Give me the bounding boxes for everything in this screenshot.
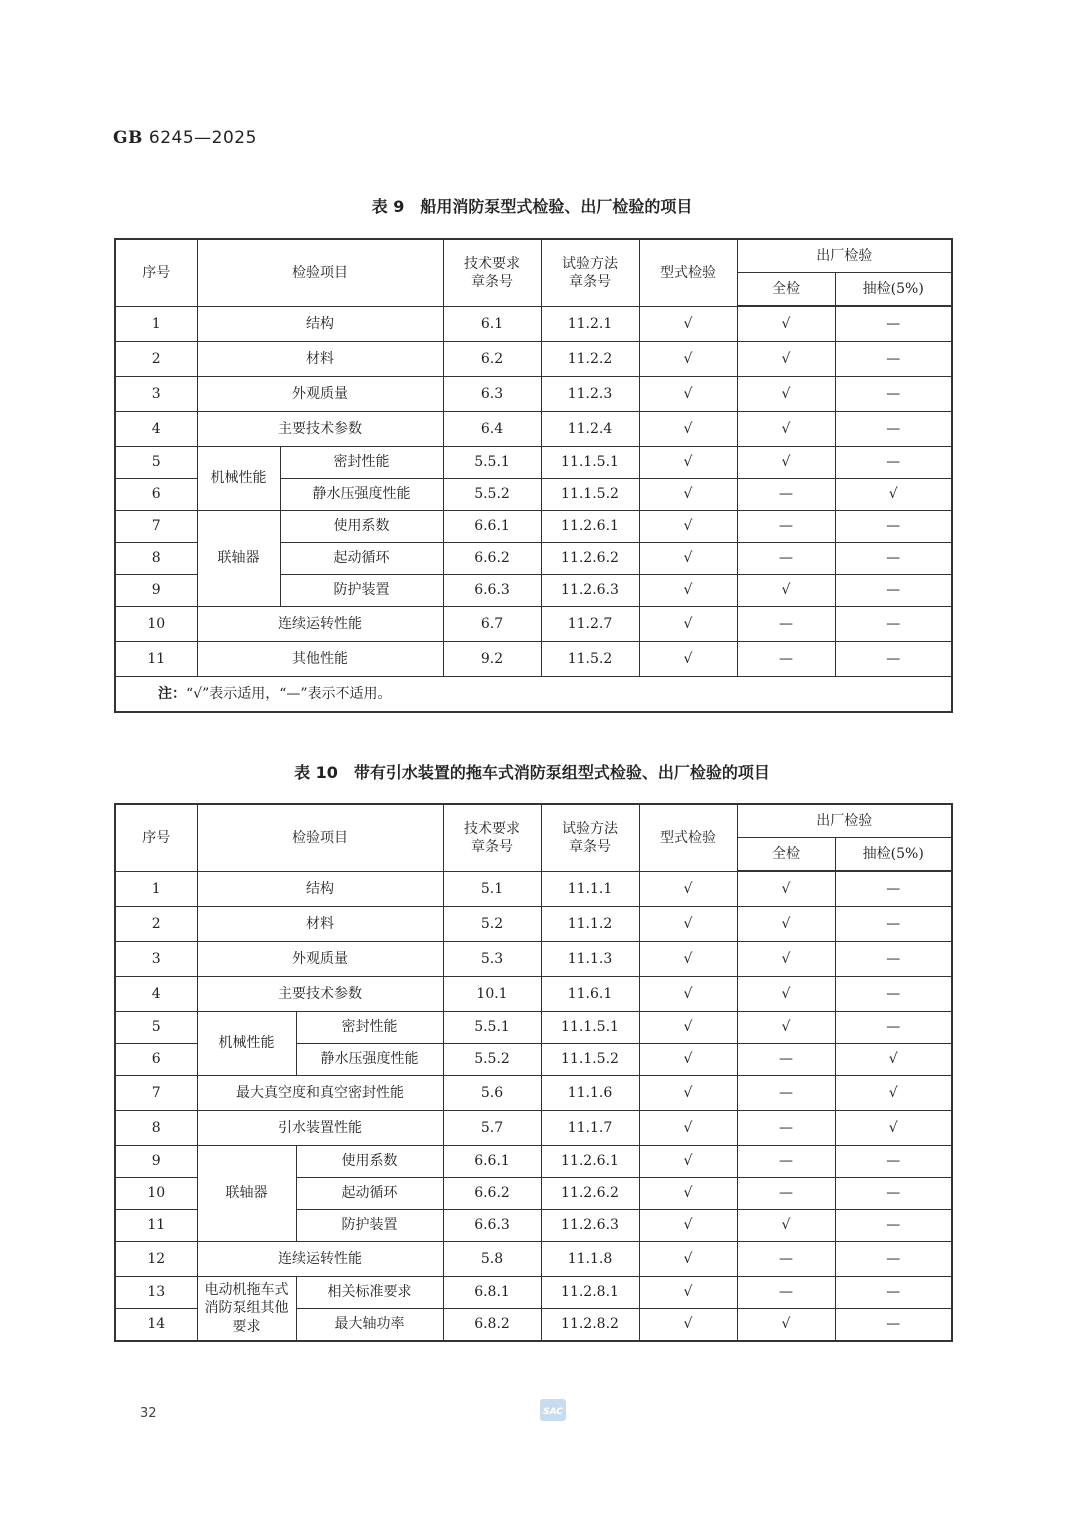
table-row xyxy=(115,1242,952,1277)
cell-tech: 5.8 xyxy=(443,1242,541,1277)
table-row xyxy=(115,412,952,447)
cell-tech: 6.8.2 xyxy=(443,1309,541,1342)
header-test-line1: 试验方法 xyxy=(562,820,618,837)
cell-item: 材料 xyxy=(197,342,443,377)
cell-full: — xyxy=(737,1146,835,1178)
cell-full: — xyxy=(737,1277,835,1309)
table-row xyxy=(115,977,952,1012)
table-row xyxy=(115,1076,952,1111)
header-factory: 出厂检验 xyxy=(737,239,952,273)
cell-full: √ xyxy=(737,1012,835,1044)
header-test-line2: 章条号 xyxy=(569,273,611,290)
cell-test: 11.2.6.2 xyxy=(541,543,639,575)
page-number: 32 xyxy=(140,1406,157,1421)
cell-item: 使用系数 xyxy=(296,1146,443,1178)
cell-no: 6 xyxy=(115,479,197,511)
cell-test: 11.2.6.1 xyxy=(541,1146,639,1178)
cell-tech: 6.7 xyxy=(443,607,541,642)
sac-logo-icon xyxy=(538,1397,568,1423)
cell-sample: — xyxy=(835,511,952,543)
cell-no: 7 xyxy=(115,1076,197,1111)
table-row xyxy=(115,607,952,642)
cell-item: 使用系数 xyxy=(280,511,443,543)
cell-test: 11.1.2 xyxy=(541,907,639,942)
cell-sample: — xyxy=(835,447,952,479)
cell-item: 主要技术参数 xyxy=(197,977,443,1012)
cell-type: √ xyxy=(639,1012,737,1044)
header-type: 型式检验 xyxy=(639,239,737,306)
table-row xyxy=(115,907,952,942)
cell-full: — xyxy=(737,1242,835,1277)
cell-sample: √ xyxy=(835,1076,952,1111)
cell-test: 11.1.1 xyxy=(541,871,639,907)
table10-caption: 表 10 带有引水装置的拖车式消防泵组型式检验、出厂检验的项目 xyxy=(294,763,770,782)
cell-sample: — xyxy=(835,642,952,677)
cell-item: 外观质量 xyxy=(197,942,443,977)
cell-tech: 6.6.1 xyxy=(443,1146,541,1178)
cell-no: 8 xyxy=(115,1111,197,1146)
logo-text: SAC xyxy=(543,1407,563,1417)
cell-tech: 5.6 xyxy=(443,1076,541,1111)
cell-item: 结构 xyxy=(197,306,443,342)
cell-item: 起动循环 xyxy=(296,1178,443,1210)
cell-sample: — xyxy=(835,607,952,642)
cell-test: 11.5.2 xyxy=(541,642,639,677)
table10 xyxy=(114,803,953,1342)
cell-test: 11.1.5.2 xyxy=(541,479,639,511)
cell-full: — xyxy=(737,511,835,543)
cell-full: — xyxy=(737,1178,835,1210)
cell-full: √ xyxy=(737,377,835,412)
cell-sample: √ xyxy=(835,1044,952,1076)
cell-item: 材料 xyxy=(197,907,443,942)
cell-no: 3 xyxy=(115,942,197,977)
cell-full: — xyxy=(737,607,835,642)
cell-no: 11 xyxy=(115,642,197,677)
cell-tech: 5.5.1 xyxy=(443,447,541,479)
cell-full: √ xyxy=(737,1309,835,1342)
table-row xyxy=(115,1111,952,1146)
cell-full: √ xyxy=(737,977,835,1012)
cell-sample: — xyxy=(835,871,952,907)
cell-type: √ xyxy=(639,1210,737,1242)
cell-test: 11.1.6 xyxy=(541,1076,639,1111)
cell-test: 11.2.6.1 xyxy=(541,511,639,543)
cell-tech: 6.1 xyxy=(443,306,541,342)
cell-type: √ xyxy=(639,1309,737,1342)
cell-type: √ xyxy=(639,642,737,677)
cell-group: 机械性能 xyxy=(197,1012,296,1076)
header-tech-line1: 技术要求 xyxy=(464,255,520,272)
header-item: 检验项目 xyxy=(197,239,443,306)
cell-type: √ xyxy=(639,306,737,342)
header-type: 型式检验 xyxy=(639,804,737,871)
table-row xyxy=(115,511,952,543)
cell-full: √ xyxy=(737,942,835,977)
cell-test: 11.2.1 xyxy=(541,306,639,342)
cell-full: √ xyxy=(737,1210,835,1242)
cell-sample: — xyxy=(835,543,952,575)
cell-tech: 5.7 xyxy=(443,1111,541,1146)
header-tech-line1: 技术要求 xyxy=(464,820,520,837)
cell-type: √ xyxy=(639,342,737,377)
standard-number: 6245—2025 xyxy=(148,128,257,148)
table-note xyxy=(115,677,952,713)
cell-item: 防护装置 xyxy=(296,1210,443,1242)
cell-tech: 5.1 xyxy=(443,871,541,907)
cell-no: 1 xyxy=(115,871,197,907)
cell-type: √ xyxy=(639,543,737,575)
table-row xyxy=(115,1146,952,1178)
cell-tech: 6.6.3 xyxy=(443,575,541,607)
cell-no: 1 xyxy=(115,306,197,342)
cell-sample: — xyxy=(835,1178,952,1210)
cell-no: 14 xyxy=(115,1309,197,1342)
cell-tech: 5.5.2 xyxy=(443,1044,541,1076)
cell-tech: 5.3 xyxy=(443,942,541,977)
cell-tech: 6.6.1 xyxy=(443,511,541,543)
header-item: 检验项目 xyxy=(197,804,443,871)
table9-caption: 表 9 船用消防泵型式检验、出厂检验的项目 xyxy=(371,197,693,216)
cell-full: √ xyxy=(737,907,835,942)
header-test xyxy=(541,804,639,871)
cell-group: 联轴器 xyxy=(197,1146,296,1242)
cell-tech: 5.2 xyxy=(443,907,541,942)
cell-test: 11.2.6.2 xyxy=(541,1178,639,1210)
cell-full: √ xyxy=(737,306,835,342)
header-no: 序号 xyxy=(115,239,197,306)
header-factory: 出厂检验 xyxy=(737,804,952,838)
cell-item: 起动循环 xyxy=(280,543,443,575)
cell-type: √ xyxy=(639,977,737,1012)
table-row xyxy=(115,642,952,677)
cell-full: √ xyxy=(737,412,835,447)
cell-no: 2 xyxy=(115,907,197,942)
standard-code xyxy=(113,128,257,148)
header-tech xyxy=(443,804,541,871)
cell-sample: — xyxy=(835,342,952,377)
header-tech xyxy=(443,239,541,306)
header-test xyxy=(541,239,639,306)
cell-test: 11.1.8 xyxy=(541,1242,639,1277)
cell-full: √ xyxy=(737,447,835,479)
table-row xyxy=(115,1277,952,1309)
cell-no: 7 xyxy=(115,511,197,543)
cell-sample: — xyxy=(835,306,952,342)
cell-type: √ xyxy=(639,607,737,642)
cell-type: √ xyxy=(639,479,737,511)
table-row xyxy=(115,377,952,412)
cell-group: 联轴器 xyxy=(197,511,280,607)
cell-tech: 6.3 xyxy=(443,377,541,412)
table-row xyxy=(115,306,952,342)
cell-sample: — xyxy=(835,1277,952,1309)
cell-type: √ xyxy=(639,1277,737,1309)
cell-test: 11.2.6.3 xyxy=(541,575,639,607)
cell-type: √ xyxy=(639,1178,737,1210)
cell-no: 8 xyxy=(115,543,197,575)
cell-test: 11.2.8.1 xyxy=(541,1277,639,1309)
cell-item: 引水装置性能 xyxy=(197,1111,443,1146)
cell-test: 11.2.6.3 xyxy=(541,1210,639,1242)
cell-full: √ xyxy=(737,575,835,607)
cell-no: 2 xyxy=(115,342,197,377)
cell-tech: 6.6.3 xyxy=(443,1210,541,1242)
cell-sample: √ xyxy=(835,1111,952,1146)
cell-sample: √ xyxy=(835,479,952,511)
cell-test: 11.1.5.1 xyxy=(541,1012,639,1044)
cell-test: 11.2.3 xyxy=(541,377,639,412)
cell-tech: 10.1 xyxy=(443,977,541,1012)
cell-no: 6 xyxy=(115,1044,197,1076)
cell-test: 11.1.7 xyxy=(541,1111,639,1146)
cell-item: 连续运转性能 xyxy=(197,1242,443,1277)
cell-sample: — xyxy=(835,377,952,412)
cell-group: 电动机拖车式消防泵组其他要求 xyxy=(197,1277,296,1342)
cell-type: √ xyxy=(639,1111,737,1146)
cell-sample: — xyxy=(835,1146,952,1178)
standard-prefix: GB xyxy=(113,128,143,148)
note-label: 注： xyxy=(158,685,186,702)
table-row xyxy=(115,1012,952,1044)
cell-test: 11.2.2 xyxy=(541,342,639,377)
cell-no: 5 xyxy=(115,447,197,479)
cell-tech: 6.8.1 xyxy=(443,1277,541,1309)
cell-type: √ xyxy=(639,1146,737,1178)
cell-sample: — xyxy=(835,1012,952,1044)
cell-full: — xyxy=(737,642,835,677)
cell-type: √ xyxy=(639,447,737,479)
header-tech-line2: 章条号 xyxy=(471,273,513,290)
cell-test: 11.2.8.2 xyxy=(541,1309,639,1342)
table-note-row xyxy=(115,677,952,713)
cell-item: 外观质量 xyxy=(197,377,443,412)
cell-no: 3 xyxy=(115,377,197,412)
cell-item: 连续运转性能 xyxy=(197,607,443,642)
cell-no: 5 xyxy=(115,1012,197,1044)
cell-item: 主要技术参数 xyxy=(197,412,443,447)
cell-tech: 6.6.2 xyxy=(443,543,541,575)
cell-type: √ xyxy=(639,377,737,412)
table-row xyxy=(115,871,952,907)
header-test-line1: 试验方法 xyxy=(562,255,618,272)
cell-no: 4 xyxy=(115,412,197,447)
cell-no: 9 xyxy=(115,575,197,607)
cell-full: — xyxy=(737,1076,835,1111)
cell-type: √ xyxy=(639,1044,737,1076)
note-text: “√”表示适用，“—”表示不适用。 xyxy=(186,685,392,702)
cell-item: 静水压强度性能 xyxy=(280,479,443,511)
cell-test: 11.2.4 xyxy=(541,412,639,447)
cell-full: — xyxy=(737,1044,835,1076)
cell-item: 相关标准要求 xyxy=(296,1277,443,1309)
cell-no: 11 xyxy=(115,1210,197,1242)
cell-item: 最大真空度和真空密封性能 xyxy=(197,1076,443,1111)
cell-full: — xyxy=(737,543,835,575)
cell-item: 结构 xyxy=(197,871,443,907)
cell-sample: — xyxy=(835,942,952,977)
cell-tech: 6.4 xyxy=(443,412,541,447)
cell-type: √ xyxy=(639,907,737,942)
cell-test: 11.2.7 xyxy=(541,607,639,642)
cell-full: √ xyxy=(737,342,835,377)
cell-type: √ xyxy=(639,1242,737,1277)
header-no: 序号 xyxy=(115,804,197,871)
cell-full: — xyxy=(737,479,835,511)
cell-no: 10 xyxy=(115,1178,197,1210)
cell-type: √ xyxy=(639,871,737,907)
cell-type: √ xyxy=(639,511,737,543)
cell-item: 防护装置 xyxy=(280,575,443,607)
cell-full: — xyxy=(737,1111,835,1146)
cell-tech: 6.6.2 xyxy=(443,1178,541,1210)
cell-type: √ xyxy=(639,1076,737,1111)
cell-no: 12 xyxy=(115,1242,197,1277)
table-row xyxy=(115,342,952,377)
cell-sample: — xyxy=(835,575,952,607)
cell-item: 其他性能 xyxy=(197,642,443,677)
cell-type: √ xyxy=(639,942,737,977)
table9 xyxy=(114,238,953,713)
table-row xyxy=(115,942,952,977)
cell-test: 11.1.3 xyxy=(541,942,639,977)
header-full: 全检 xyxy=(737,838,835,872)
cell-test: 11.1.5.2 xyxy=(541,1044,639,1076)
cell-no: 4 xyxy=(115,977,197,1012)
cell-item: 最大轴功率 xyxy=(296,1309,443,1342)
cell-sample: — xyxy=(835,977,952,1012)
header-sample: 抽检(5%) xyxy=(835,273,952,307)
cell-item: 静水压强度性能 xyxy=(296,1044,443,1076)
cell-sample: — xyxy=(835,412,952,447)
cell-sample: — xyxy=(835,1309,952,1342)
cell-type: √ xyxy=(639,575,737,607)
header-test-line2: 章条号 xyxy=(569,838,611,855)
cell-item: 密封性能 xyxy=(296,1012,443,1044)
cell-item: 密封性能 xyxy=(280,447,443,479)
cell-no: 9 xyxy=(115,1146,197,1178)
cell-no: 13 xyxy=(115,1277,197,1309)
cell-tech: 6.2 xyxy=(443,342,541,377)
header-full: 全检 xyxy=(737,273,835,307)
cell-test: 11.1.5.1 xyxy=(541,447,639,479)
cell-sample: — xyxy=(835,907,952,942)
cell-sample: — xyxy=(835,1242,952,1277)
table-row xyxy=(115,447,952,479)
cell-type: √ xyxy=(639,412,737,447)
header-tech-line2: 章条号 xyxy=(471,838,513,855)
cell-tech: 5.5.2 xyxy=(443,479,541,511)
cell-full: √ xyxy=(737,871,835,907)
header-sample: 抽检(5%) xyxy=(835,838,952,872)
cell-test: 11.6.1 xyxy=(541,977,639,1012)
cell-no: 10 xyxy=(115,607,197,642)
cell-tech: 9.2 xyxy=(443,642,541,677)
cell-group: 机械性能 xyxy=(197,447,280,511)
cell-tech: 5.5.1 xyxy=(443,1012,541,1044)
cell-sample: — xyxy=(835,1210,952,1242)
